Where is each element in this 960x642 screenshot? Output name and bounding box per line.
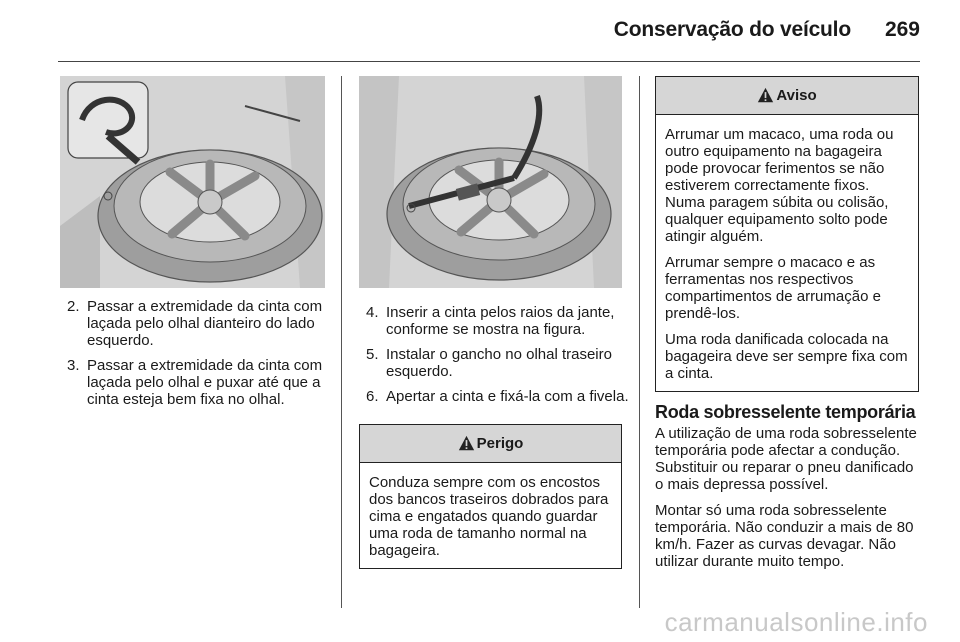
step-text: Instalar o gancho no olhal traseiro esquerdo. (386, 346, 612, 380)
header-rule (58, 61, 920, 62)
step-number: 5. (366, 346, 379, 363)
step-number: 6. (366, 388, 379, 405)
instruction-step (359, 388, 631, 405)
column-divider-1 (341, 76, 342, 608)
danger-box (359, 424, 622, 569)
danger-box-header (360, 425, 621, 463)
danger-box-body (360, 463, 621, 567)
instruction-step (60, 357, 332, 408)
warning-paragraph: Arrumar sempre o macaco e as ferramentas nos respectivos compartimentos de arrumação e prendê-los. (665, 254, 881, 322)
page-number: 269 (884, 18, 920, 41)
section-paragraph: A utilização de uma roda sobresselente temporária pode afectar a condução. Substituir ou reparar o pneu danificado o mais depressa possível. (655, 425, 917, 493)
section-paragraph: Montar só uma roda sobresselente temporária. Não conduzir a mais de 80 km/h. Fazer as curvas devagar. Não utilizar durante muito tempo. (655, 502, 914, 570)
warning-box-header (656, 77, 918, 115)
step-text: Passar a extremidade da cinta com laçada pelo olhal e puxar até que a cinta esteja bem fixa no olhal. (87, 357, 323, 408)
step-number: 4. (366, 304, 379, 321)
step-text: Apertar a cinta e fixá-la com a fivela. (386, 388, 629, 405)
instruction-list-col2 (359, 304, 631, 413)
figure-spare-wheel-strap-rear (359, 76, 622, 288)
warning-paragraph: Arrumar um macaco, uma roda ou outro equipamento na bagageira pode provocar ferimentos se não estiverem correctamente fixos. Numa paragem súbita ou colisão, qualquer equipamento solto pode atingir alguém. (665, 126, 894, 245)
warning-triangle-icon (458, 435, 475, 452)
section-heading: Roda sobresselente temporária (655, 402, 916, 422)
chapter-title: Conservação do veículo (613, 18, 851, 41)
instruction-list-col1 (60, 298, 332, 416)
spare-wheel-illustration-2 (359, 76, 622, 288)
section-body (655, 425, 925, 579)
warning-box (655, 76, 919, 392)
step-number: 2. (67, 298, 80, 315)
spare-wheel-illustration-1 (60, 76, 325, 288)
watermark: carmanualsonline.info (664, 607, 928, 637)
instruction-step (359, 304, 631, 338)
instruction-step (60, 298, 332, 349)
step-text: Inserir a cinta pelos raios da jante, conforme se mostra na figura. (386, 304, 615, 338)
warning-box-body (656, 115, 918, 390)
step-text: Passar a extremidade da cinta com laçada pelo olhal dianteiro do lado esquerdo. (87, 298, 323, 349)
step-number: 3. (67, 357, 80, 374)
danger-label: Perigo (476, 435, 524, 452)
danger-text: Conduza sempre com os encostos dos bancos traseiros dobrados para cima e engatados quando guardar uma roda de tamanho normal na bagageira. (369, 474, 609, 559)
warning-paragraph: Uma roda danificada colocada na bagageira deve ser sempre fixa com a cinta. (665, 331, 908, 382)
instruction-step (359, 346, 631, 380)
figure-spare-wheel-strap-front (60, 76, 325, 288)
column-divider-2 (639, 76, 640, 608)
page-header (614, 18, 920, 42)
warning-label: Aviso (776, 87, 817, 104)
warning-triangle-icon (757, 87, 774, 104)
